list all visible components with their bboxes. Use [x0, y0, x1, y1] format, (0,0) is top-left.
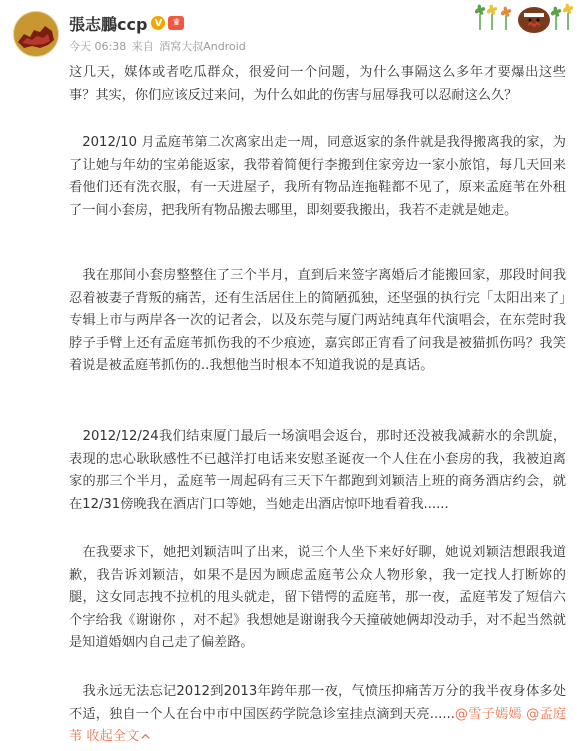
mention-link[interactable]: @雪子嫣嫣	[454, 706, 522, 722]
post-source[interactable]: 酒窝大叔Android	[159, 40, 246, 53]
post-paragraph-3-text: 我在那间小套房整整住了三个半月，直到后来签字离婚后才能搬回家，那段时间我忍着被妻子背叛的痛苦，还有生活居住上的简陋孤独，还坚强的执行完「太阳出来了」专辑上市与两岸各一次的记者会，以及东莞与厦门两站纯真年代演唱会，在东莞时我脖子手臂上还有孟庭苇抓伤我的不少痕迹，嘉宾郎正宵看了问我是被猫抓伤吗？我笑着说是被孟庭苇抓伤的..我想他当时根本不知道我说的是真话。	[69, 268, 567, 373]
mention-link[interactable]: @孟庭苇	[69, 706, 567, 744]
source-prefix: 来自	[131, 40, 154, 53]
name-row	[69, 12, 184, 34]
collapse-text-link[interactable]	[86, 729, 150, 744]
post-paragraph-4	[69, 426, 566, 516]
post-paragraph-3	[69, 265, 566, 378]
chevron-up-icon	[139, 729, 150, 744]
post-header	[0, 0, 580, 62]
vip-crown-icon: ♛	[168, 16, 184, 30]
card-decoration-icon	[474, 2, 574, 36]
post-meta	[69, 38, 248, 54]
post-paragraph-5-text: 在我要求下，她把刘颖洁叫了出来，说三个人坐下来好好聊，她说刘颖洁想跟我道歉，我告诉刘颖洁，如果不是因为顾虑孟庭苇公众人物形象，我一定找人打断妳的腿，这女同志拽不拉机的甩头就走，留下错愕的孟庭苇，那一夜，孟庭苇发了短信六个字给我《谢谢你 ，对不起》我想她是谢谢我今天撞破她俩却没动手，对不起当然就是知道婚姻内自己走了偏差路。	[69, 545, 567, 650]
post-paragraph-2-text: 2012/10 月孟庭苇第二次离家出走一周，同意返家的条件就是我得搬离我的家，为了让她与年幼的宝弟能返家，我带着简便行李搬到住家旁边一家小旅馆，每几天回来看他们还有洗衣服，有一天进屋子，我所有物品连拖鞋都不见了，原来孟庭苇在外租了一间小套房，把我所有物品搬去哪里，即刻要我搬出，我若不走就是她走。	[69, 135, 566, 218]
verified-icon: V	[151, 16, 165, 30]
avatar[interactable]	[13, 11, 59, 57]
post-paragraph-6	[69, 681, 566, 749]
post-paragraph-1: 这几天，媒体或者吃瓜群众，很爱问一个问题，为什么事隔这么多年才要爆出这些事？其实，你们应该反过来问，为什么如此的伤害与屈辱我可以忍耐这么久？	[69, 65, 566, 103]
post-paragraph-5	[69, 542, 566, 655]
post-time[interactable]: 今天 06:38	[69, 40, 127, 53]
post-paragraph-4-text: 2012/12/24我们结束厦门最后一场演唱会返台，那时还没被我减薪水的余凯旋，表现的忠心耿耿感性不已越洋打电话来安慰圣诞夜一个人住在小套房的我，我被迫离家的那三个半月，孟庭苇一周起码有三天下午都跑到刘颖洁上班的商务酒店约会，就在12/31傍晚我在酒店门口等她，当她走出酒店惊吓地看着我......	[69, 429, 567, 512]
username[interactable]: 張志鵬ccp	[69, 14, 148, 34]
collapse-text-label[interactable]: 收起全文	[86, 729, 140, 744]
post-paragraph-6-text: 我永远无法忘记2012到2013年跨年那一夜，气愤压抑痛苦万分的我半夜身体多处不适，独自一个人在台中市中国医药学院急诊室挂点滴到天亮......	[69, 684, 567, 722]
post-paragraph-2	[69, 132, 566, 222]
